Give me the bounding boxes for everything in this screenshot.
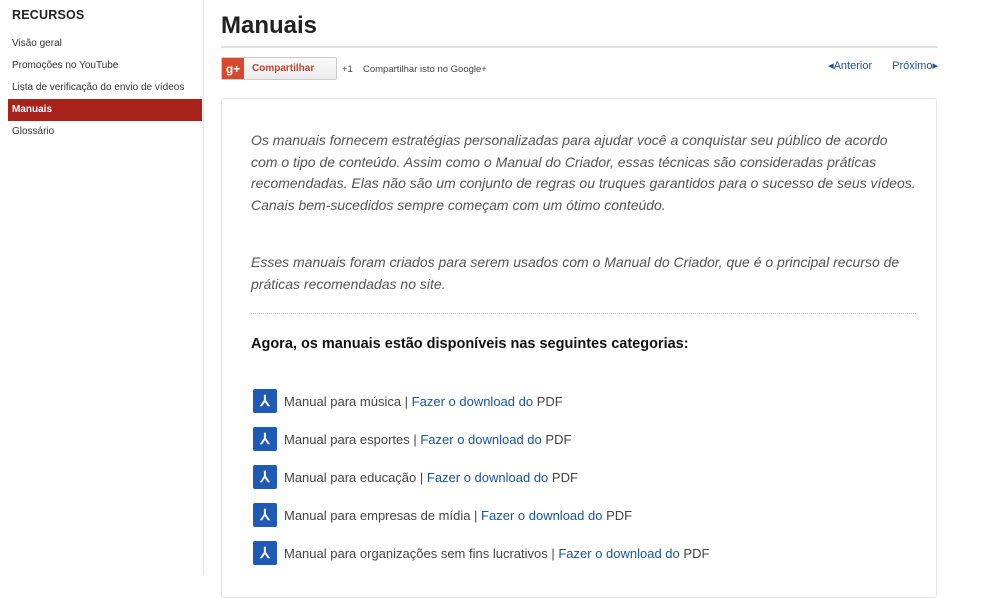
page-title: Manuais [221,12,318,39]
pdf-label: PDF [551,469,578,485]
pdf-label: PDF [606,507,633,523]
list-item [253,420,709,458]
download-link[interactable]: Fazer o download do [411,393,534,409]
pdf-icon: ⅄ [253,503,277,527]
sidebar [0,0,204,575]
pdf-icon: ⅄ [253,465,277,489]
list-item [253,382,709,420]
manual-name: Manual para música | [284,393,409,409]
dotted-divider [251,313,916,314]
share-button-label: Compartilhar [252,63,315,74]
manual-name: Manual para empresas de mídia | [284,507,478,523]
share-google-text: Compartilhar isto no Google+ [363,64,487,75]
manual-name: Manual para organizações sem fins lucrativos | [284,545,555,561]
previous-link[interactable]: ◂Anterior [828,60,873,72]
google-plus-icon: g+ [222,58,244,79]
pdf-icon: ⅄ [253,427,277,451]
pdf-label: PDF [683,545,710,561]
list-item [253,496,709,534]
pager [828,59,938,72]
plus-one-button[interactable]: +1 [342,64,353,75]
list-item [253,534,709,572]
content-panel [221,98,937,598]
pdf-icon: ⅄ [253,541,277,565]
download-link[interactable]: Fazer o download do [426,469,549,485]
manual-name: Manual para esportes | [284,431,417,447]
download-link[interactable]: Fazer o download do [558,545,680,561]
sidebar-item-promocoes[interactable]: Promoções no YouTube [12,60,119,71]
pdf-label: PDF [536,393,563,409]
download-link[interactable]: Fazer o download do [481,507,603,523]
sidebar-item-visao-geral[interactable]: Visão geral [12,38,62,49]
intro-paragraph-2: Esses manuais foram criados para serem usados com o Manual do Criador, que é o principal recurso de práticas recomendadas no site. [251,254,900,292]
sidebar-heading: RECURSOS [12,8,85,22]
manual-list [253,382,709,572]
share-button[interactable] [221,57,337,80]
download-link[interactable]: Fazer o download do [420,431,542,447]
sidebar-item-glossario[interactable]: Glossário [12,126,55,137]
sidebar-item-lista-verificacao[interactable]: Lista de verificação do envio de vídeos [12,82,185,93]
title-divider [221,46,938,48]
pdf-icon: ⅄ [253,389,277,413]
sidebar-nav [8,33,202,143]
pdf-label: PDF [545,431,572,447]
manual-name: Manual para educação | [284,469,424,485]
sidebar-item-manuais[interactable]: Manuais [8,99,202,121]
next-link[interactable]: Próximo▸ [892,60,938,72]
list-item [253,458,709,496]
categories-heading: Agora, os manuais estão disponíveis nas seguintes categorias: [251,336,689,352]
intro-paragraph-1: Os manuais fornecem estratégias personalizadas para ajudar você a conquistar seu público de acordo com o tipo de conteúdo. Assim como o Manual do Criador, essas técnicas são consideradas práticas recomendadas. Elas não são um conjunto de regras ou truques garantidos para o sucesso de seus vídeos. Canais bem-sucedidos sempre começam com um ótimo conteúdo. [251,132,916,213]
